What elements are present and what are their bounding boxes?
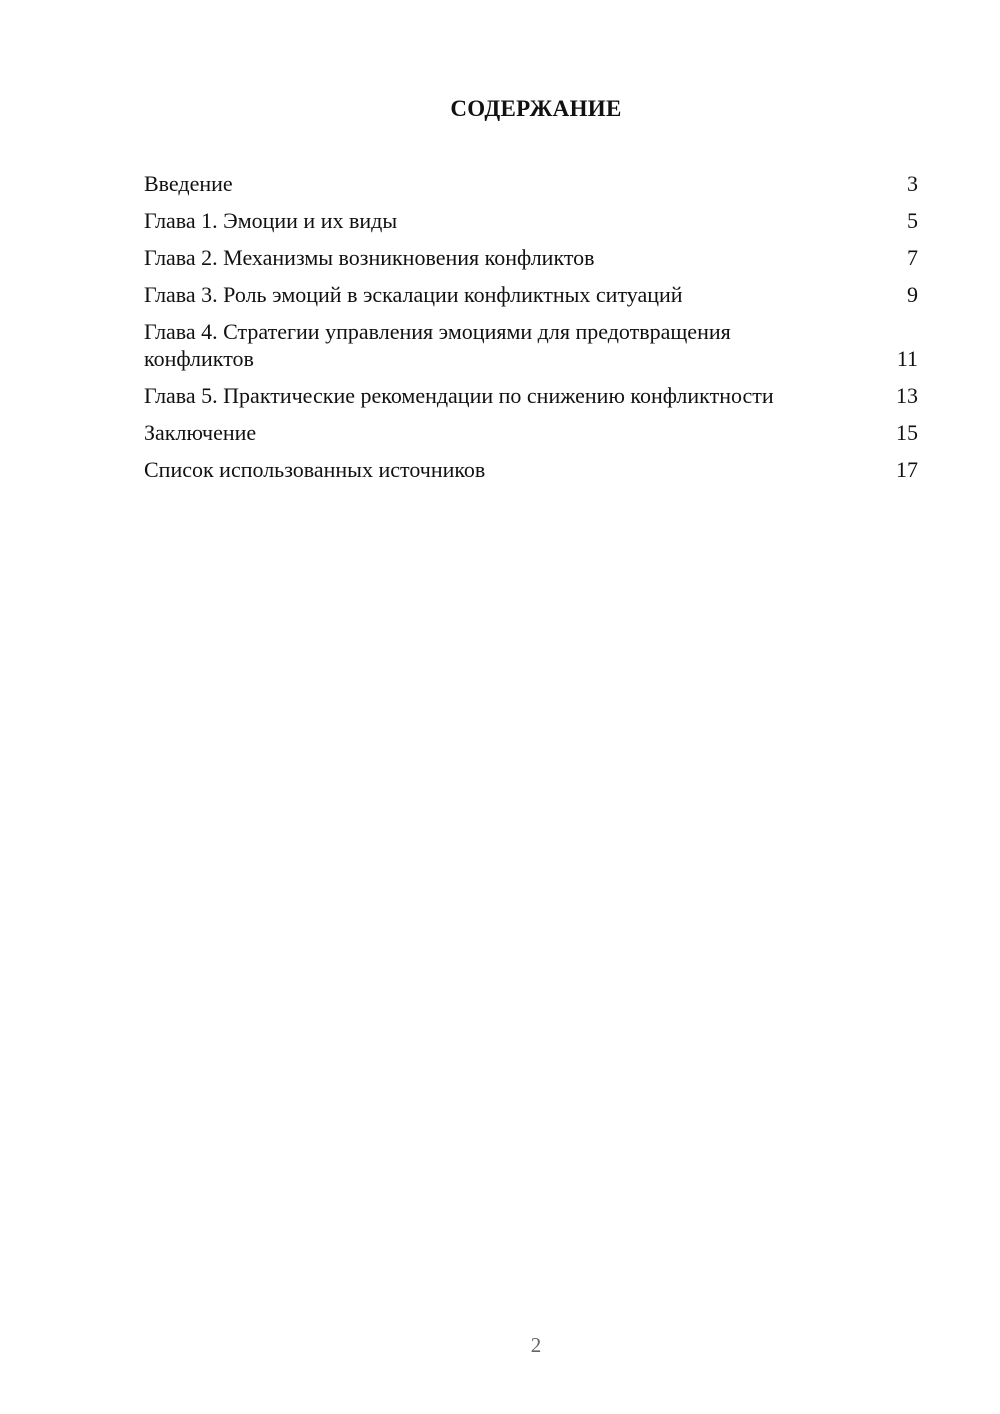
toc-entry-page: 9 <box>907 282 918 307</box>
toc-entry-text: Введение <box>144 171 233 196</box>
toc-entry-page: 15 <box>896 420 918 445</box>
toc-entry-text: Глава 3. Роль эмоций в эскалации конфликтных ситуаций <box>144 282 683 307</box>
toc-entry-page: 5 <box>907 208 918 233</box>
toc-entry-chapter-3[interactable] <box>144 281 918 308</box>
page-number: 2 <box>530 1333 542 1357</box>
toc-entry-text: Глава 2. Механизмы возникновения конфликтов <box>144 245 595 270</box>
toc-entry-text: Глава 1. Эмоции и их виды <box>144 208 398 233</box>
toc-entry-references[interactable] <box>144 456 918 483</box>
toc-entry-text: Глава 4. Стратегии управления эмоциями для предотвращения конфликтов <box>144 319 731 371</box>
toc-entry-chapter-2[interactable] <box>144 244 918 271</box>
toc-entry-chapter-1[interactable] <box>144 207 918 234</box>
table-of-contents <box>144 170 918 493</box>
toc-title: СОДЕРЖАНИЕ <box>450 96 622 121</box>
toc-entry-page: 7 <box>907 245 918 270</box>
toc-entry-chapter-4[interactable] <box>144 318 918 372</box>
toc-entry-conclusion[interactable] <box>144 419 918 446</box>
toc-entry-text: Список использованных источников <box>144 457 486 482</box>
toc-entry-page: 3 <box>907 171 918 196</box>
toc-entry-page: 11 <box>896 346 918 371</box>
toc-entry-page: 13 <box>896 383 918 408</box>
toc-entry-introduction[interactable] <box>144 170 918 197</box>
toc-entry-page: 17 <box>896 457 918 482</box>
toc-entry-text: Глава 5. Практические рекомендации по снижению конфликтности <box>144 383 774 408</box>
toc-entry-chapter-5[interactable] <box>144 382 918 409</box>
toc-entry-text: Заключение <box>144 420 257 445</box>
